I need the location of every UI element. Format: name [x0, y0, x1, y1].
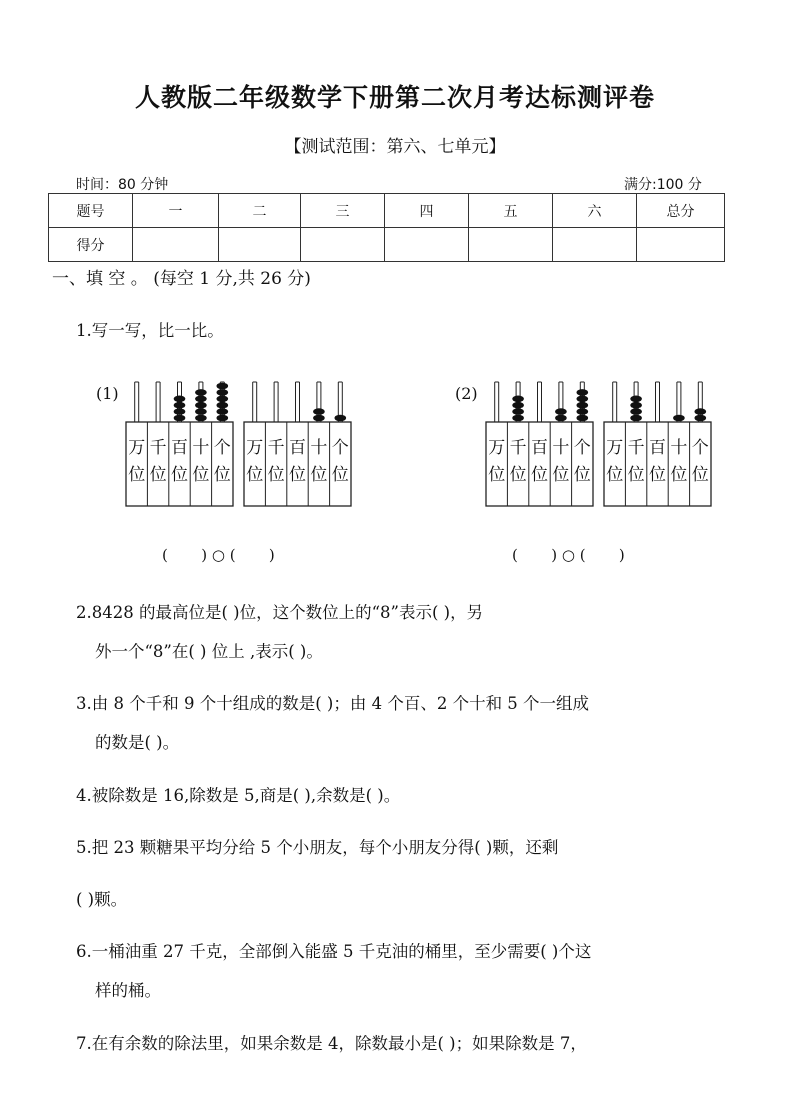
- place-label: 位: [627, 465, 645, 485]
- abacus-bead: [512, 396, 524, 403]
- abacus: [604, 382, 711, 506]
- exam-title: 人教版二年级数学下册第二次月考达标测评卷: [134, 83, 655, 112]
- place-label: 位: [149, 465, 167, 485]
- place-label: 位: [488, 465, 506, 485]
- abacus-bead: [217, 383, 229, 390]
- abacus-bead: [217, 402, 229, 409]
- question-4: 4.被除数是 16,除数是 5,商是( ),余数是( )。: [76, 786, 401, 805]
- score-table-score-row: [49, 228, 725, 262]
- place-label: 位: [310, 465, 328, 485]
- abacus-bead: [195, 408, 207, 415]
- question-7-line-1: 7.在有余数的除法里，如果余数是 4，除数最小是( )；如果除数是 7，: [76, 1034, 587, 1053]
- abacus-bead: [630, 396, 642, 403]
- full-score: 满分:100 分: [624, 177, 702, 193]
- abacus-bead: [217, 389, 229, 396]
- place-label: 位: [213, 465, 231, 485]
- place-label: 位: [128, 465, 146, 485]
- compare-blank-1[interactable]: ( ) ○ ( ): [162, 546, 275, 564]
- abacus-frame: [244, 422, 351, 506]
- place-label: 位: [192, 465, 210, 485]
- table-cell: 五: [469, 194, 553, 228]
- abacus-bead: [195, 396, 207, 403]
- question-5-line-2: ( )颗。: [76, 890, 128, 909]
- abacus: [486, 382, 593, 506]
- place-label: 位: [331, 465, 349, 485]
- table-cell: 四: [385, 194, 469, 228]
- score-entry-cell[interactable]: [219, 228, 301, 262]
- abacus-bead: [695, 415, 707, 422]
- place-label: 位: [573, 465, 591, 485]
- table-cell: 二: [219, 194, 301, 228]
- place-label: 位: [552, 465, 570, 485]
- table-cell: 三: [301, 194, 385, 228]
- place-label: 万: [128, 438, 146, 458]
- place-label: 千: [267, 438, 285, 458]
- place-label: 位: [246, 465, 264, 485]
- score-entry-cell[interactable]: [301, 228, 385, 262]
- place-label: 百: [531, 438, 548, 458]
- abacus-bead: [195, 389, 207, 396]
- compare-blank-2[interactable]: ( ) ○ ( ): [512, 546, 625, 564]
- score-entry-cell[interactable]: [385, 228, 469, 262]
- place-label: 个: [331, 438, 349, 458]
- table-cell: 六: [553, 194, 637, 228]
- question-3-line-1: 3.由 8 个千和 9 个十组成的数是( )；由 4 个百、2 个十和 5 个一组成: [76, 694, 590, 713]
- abacus-bead: [555, 415, 567, 422]
- abacus-bead: [577, 396, 589, 403]
- question-3-line-2: 的数是( )。: [95, 733, 180, 752]
- score-table-header-row: [49, 194, 725, 228]
- table-cell: 题号: [49, 194, 133, 228]
- place-label: 十: [192, 438, 210, 458]
- place-label: 万: [246, 438, 264, 458]
- subquestion-label: (2): [455, 384, 478, 403]
- score-entry-cell[interactable]: [553, 228, 637, 262]
- abacus-bead: [313, 415, 325, 422]
- score-entry-cell[interactable]: [637, 228, 725, 262]
- place-label: 位: [531, 465, 548, 485]
- abacus-frame: [486, 422, 593, 506]
- place-label: 十: [670, 438, 688, 458]
- abacus-bead: [217, 415, 229, 422]
- abacus-bead: [174, 408, 186, 415]
- abacus-bead: [577, 408, 589, 415]
- question-6-line-1: 6.一桶油重 27 千克，全部倒入能盛 5 千克油的桶里，至少需要( )个这: [76, 942, 592, 961]
- place-label: 位: [267, 465, 285, 485]
- abacus-bead: [217, 408, 229, 415]
- test-scope: 【测试范围：第六、七单元】: [284, 137, 506, 157]
- question-6-line-2: 样的桶。: [95, 981, 161, 1000]
- place-label: 个: [573, 438, 591, 458]
- abacus-group-1: [120, 380, 360, 510]
- place-label: 个: [213, 438, 231, 458]
- place-label: 个: [691, 438, 709, 458]
- table-cell: 总分: [637, 194, 725, 228]
- abacus-frame: [604, 422, 711, 506]
- abacus: [244, 382, 351, 506]
- abacus-bead: [555, 408, 567, 415]
- abacus-group-2: [480, 380, 720, 510]
- abacus-bead: [512, 415, 524, 422]
- place-label: 万: [606, 438, 624, 458]
- place-label: 百: [289, 438, 306, 458]
- place-label: 位: [670, 465, 688, 485]
- abacus-bead: [195, 415, 207, 422]
- question-2-line-1: 2.8428 的最高位是( )位，这个数位上的“8”表示( )，另: [76, 603, 484, 622]
- abacus: [126, 382, 233, 506]
- place-label: 十: [310, 438, 328, 458]
- exam-time: 时间：80 分钟: [76, 177, 169, 193]
- place-label: 位: [691, 465, 709, 485]
- score-entry-cell[interactable]: [133, 228, 219, 262]
- place-label: 十: [552, 438, 570, 458]
- place-label: 千: [509, 438, 527, 458]
- abacus-bead: [695, 408, 707, 415]
- place-label: 百: [649, 438, 666, 458]
- score-table: [48, 193, 725, 262]
- abacus-bead: [512, 408, 524, 415]
- abacus-bead: [335, 415, 347, 422]
- abacus-bead: [174, 415, 186, 422]
- abacus-frame: [126, 422, 233, 506]
- abacus-bead: [630, 402, 642, 409]
- section-heading: 一、填 空 。 (每空 1 分,共 26 分): [52, 269, 311, 289]
- abacus-bead: [577, 415, 589, 422]
- abacus-bead: [174, 402, 186, 409]
- abacus-bead: [217, 396, 229, 403]
- abacus-bead: [673, 415, 685, 422]
- question-5-line-1: 5.把 23 颗糖果平均分给 5 个小朋友，每个小朋友分得( )颗，还剩: [76, 838, 559, 857]
- abacus-bead: [512, 402, 524, 409]
- place-label: 万: [488, 438, 506, 458]
- place-label: 位: [606, 465, 624, 485]
- question-1: 1.写一写，比一比。: [76, 321, 224, 340]
- table-cell: 一: [133, 194, 219, 228]
- place-label: 位: [289, 465, 306, 485]
- question-2-line-2: 外一个“8”在( ) 位上 ,表示( )。: [95, 642, 323, 661]
- place-label: 千: [627, 438, 645, 458]
- place-label: 百: [171, 438, 188, 458]
- abacus-bead: [577, 389, 589, 396]
- place-label: 位: [509, 465, 527, 485]
- place-label: 位: [171, 465, 188, 485]
- score-entry-cell[interactable]: [469, 228, 553, 262]
- table-cell: 得分: [49, 228, 133, 262]
- subquestion-label: (1): [96, 384, 119, 403]
- abacus-bead: [630, 415, 642, 422]
- abacus-bead: [313, 408, 325, 415]
- place-label: 位: [649, 465, 666, 485]
- place-label: 千: [149, 438, 167, 458]
- abacus-bead: [195, 402, 207, 409]
- abacus-bead: [174, 396, 186, 403]
- abacus-bead: [577, 402, 589, 409]
- abacus-bead: [630, 408, 642, 415]
